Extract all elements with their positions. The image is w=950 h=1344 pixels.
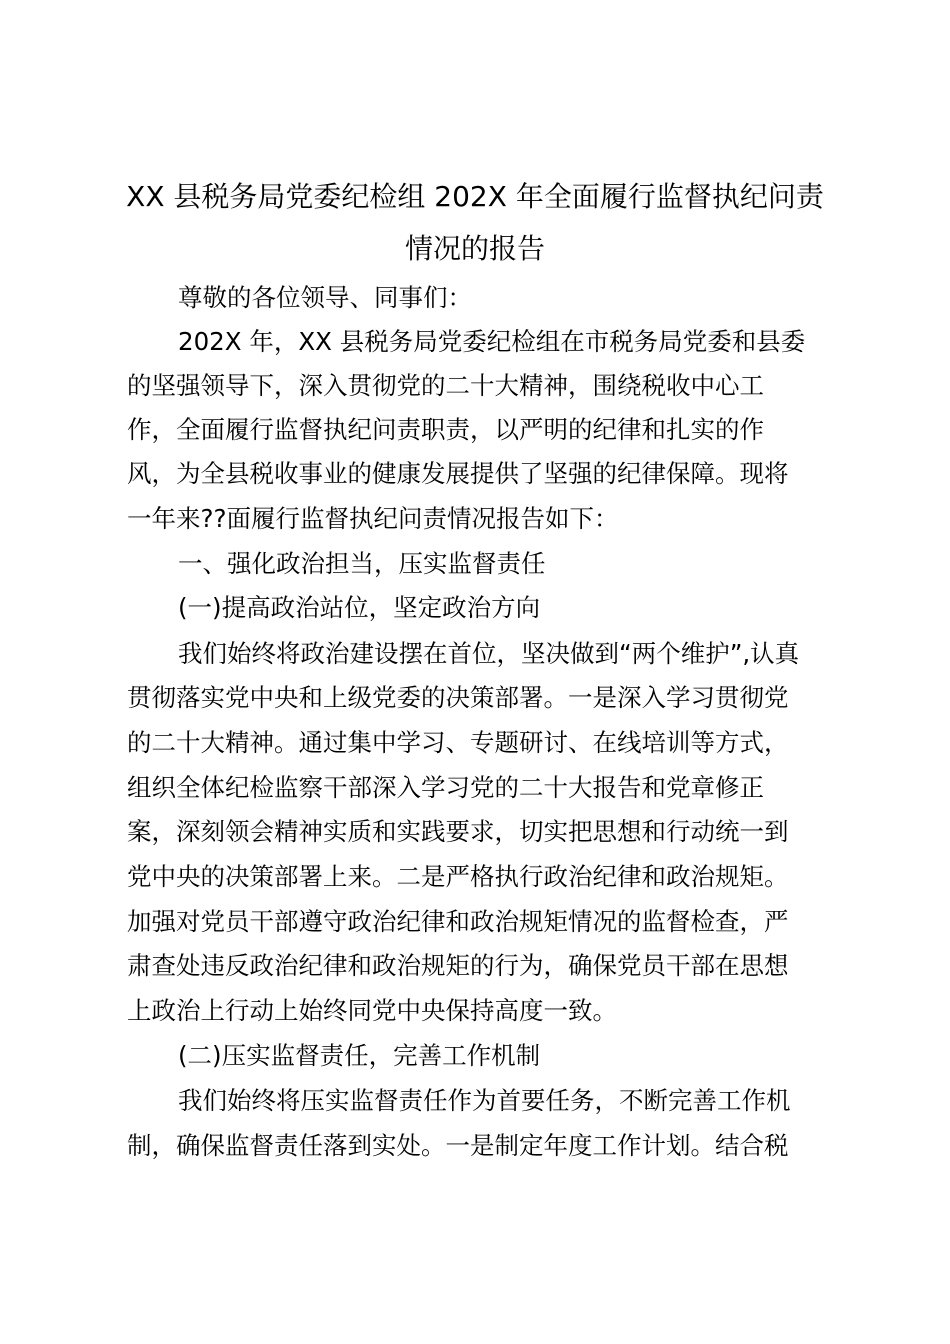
body-line: 的坚强领导下，深入贯彻党的二十大精神，围绕税收中心工	[127, 371, 764, 400]
body-line: 202X 年，XX 县税务局党委纪检组在市税务局党委和县委	[178, 327, 806, 356]
salutation: 尊敬的各位领导、同事们：	[178, 283, 472, 312]
body-line: 案，深刻领会精神实质和实践要求，切实把思想和行动统一到	[127, 817, 789, 846]
body-line: 加强对党员干部遵守政治纪律和政治规矩情况的监督检查，严	[127, 907, 789, 936]
body-line: 组织全体纪检监察干部深入学习党的二十大报告和党章修正	[127, 773, 764, 802]
subsection-heading: (二)压实监督责任，完善工作机制	[178, 1041, 541, 1070]
body-line: 肃查处违反政治纪律和政治规矩的行为，确保党员干部在思想	[127, 951, 789, 980]
section-heading: 一、强化政治担当，压实监督责任	[178, 549, 546, 578]
body-line: 贯彻落实党中央和上级党委的决策部署。一是深入学习贯彻党	[127, 683, 789, 712]
body-line: 我们始终将政治建设摆在首位，坚决做到“两个维护”,认真	[178, 639, 800, 668]
document-title-line-1: XX 县税务局党委纪检组 202X 年全面履行监督执纪问责	[126, 180, 824, 213]
body-line: 作，全面履行监督执纪问责职责，以严明的纪律和扎实的作	[127, 415, 764, 444]
body-line: 我们始终将压实监督责任作为首要任务，不断完善工作机	[178, 1086, 791, 1115]
body-line: 制，确保监督责任落到实处。一是制定年度工作计划。结合税	[127, 1131, 789, 1160]
document-title-line-2: 情况的报告	[404, 232, 545, 265]
body-line: 党中央的决策部署上来。二是严格执行政治纪律和政治规矩。	[127, 862, 789, 891]
body-line: 风，为全县税收事业的健康发展提供了坚强的纪律保障。现将	[127, 459, 789, 488]
body-line: 的二十大精神。通过集中学习、专题研讨、在线培训等方式，	[127, 728, 789, 757]
subsection-heading: (一)提高政治站位，坚定政治方向	[178, 593, 541, 622]
body-line: 上政治上行动上始终同党中央保持高度一致。	[127, 996, 617, 1025]
body-line: 一年来??面履行监督执纪问责情况报告如下：	[127, 504, 619, 533]
